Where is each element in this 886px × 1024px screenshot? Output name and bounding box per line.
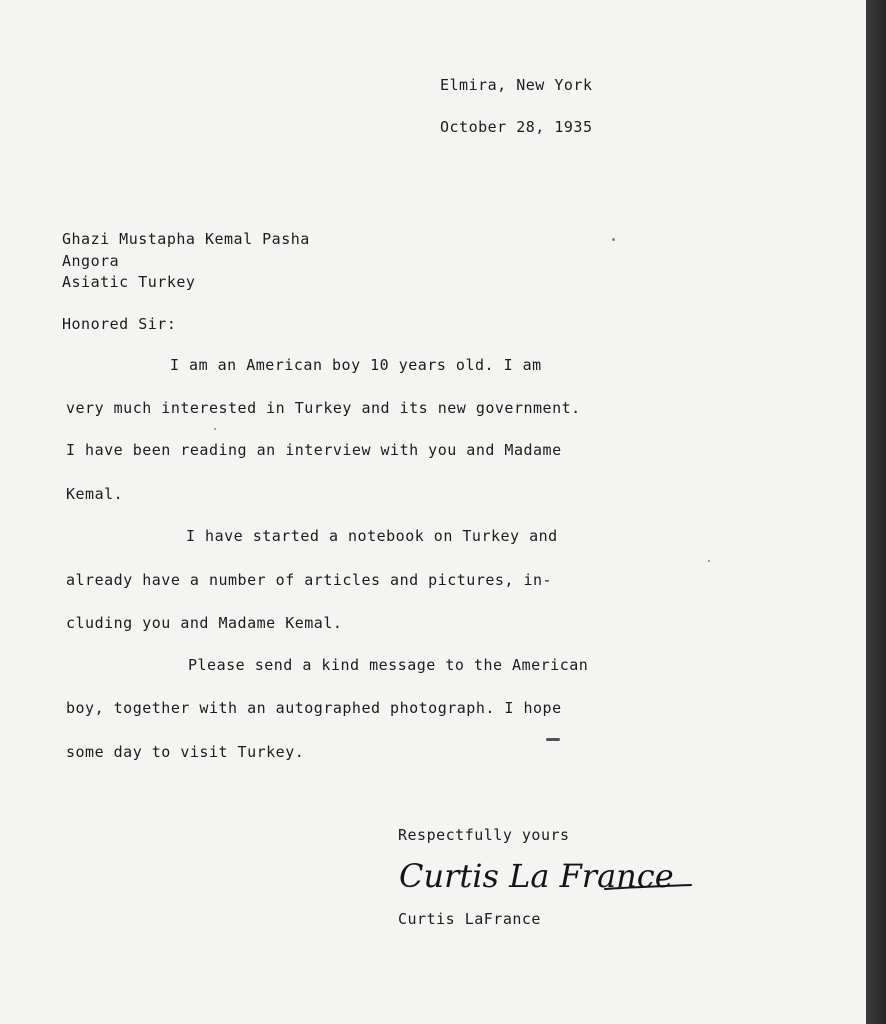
- recipient-country: Asiatic Turkey: [62, 273, 196, 291]
- ink-speck: [708, 560, 710, 562]
- signature-script: Curtis La France: [399, 857, 674, 895]
- typed-name: Curtis LaFrance: [398, 910, 541, 928]
- paragraph3-line: Please send a kind message to the American: [188, 656, 589, 674]
- paragraph2-line: cluding you and Madame Kemal.: [66, 614, 343, 632]
- paragraph1-line: Kemal.: [66, 485, 124, 503]
- scan-edge: [866, 0, 886, 1024]
- closing: Respectfully yours: [398, 826, 570, 844]
- paragraph3-line: some day to visit Turkey.: [66, 743, 305, 761]
- letter-date: October 28, 1935: [440, 118, 593, 136]
- paragraph1-line: I am an American boy 10 years old. I am: [170, 356, 542, 374]
- paragraph3-line: boy, together with an autographed photograph. I hope: [66, 699, 562, 717]
- ink-mark: [546, 738, 560, 741]
- recipient-name: Ghazi Mustapha Kemal Pasha: [62, 230, 310, 248]
- paragraph1-line: very much interested in Turkey and its new government.: [66, 399, 581, 417]
- paragraph2-line: I have started a notebook on Turkey and: [186, 527, 558, 545]
- paragraph2-line: already have a number of articles and pictures, in-: [66, 571, 553, 589]
- signature-image: [395, 845, 695, 905]
- letter-place: Elmira, New York: [440, 76, 593, 94]
- ink-speck: [612, 238, 615, 241]
- ink-speck: [214, 428, 216, 430]
- salutation: Honored Sir:: [62, 315, 177, 333]
- signature: [395, 845, 695, 905]
- recipient-city: Angora: [62, 252, 120, 270]
- paragraph1-line: I have been reading an interview with you and Madame: [66, 441, 562, 459]
